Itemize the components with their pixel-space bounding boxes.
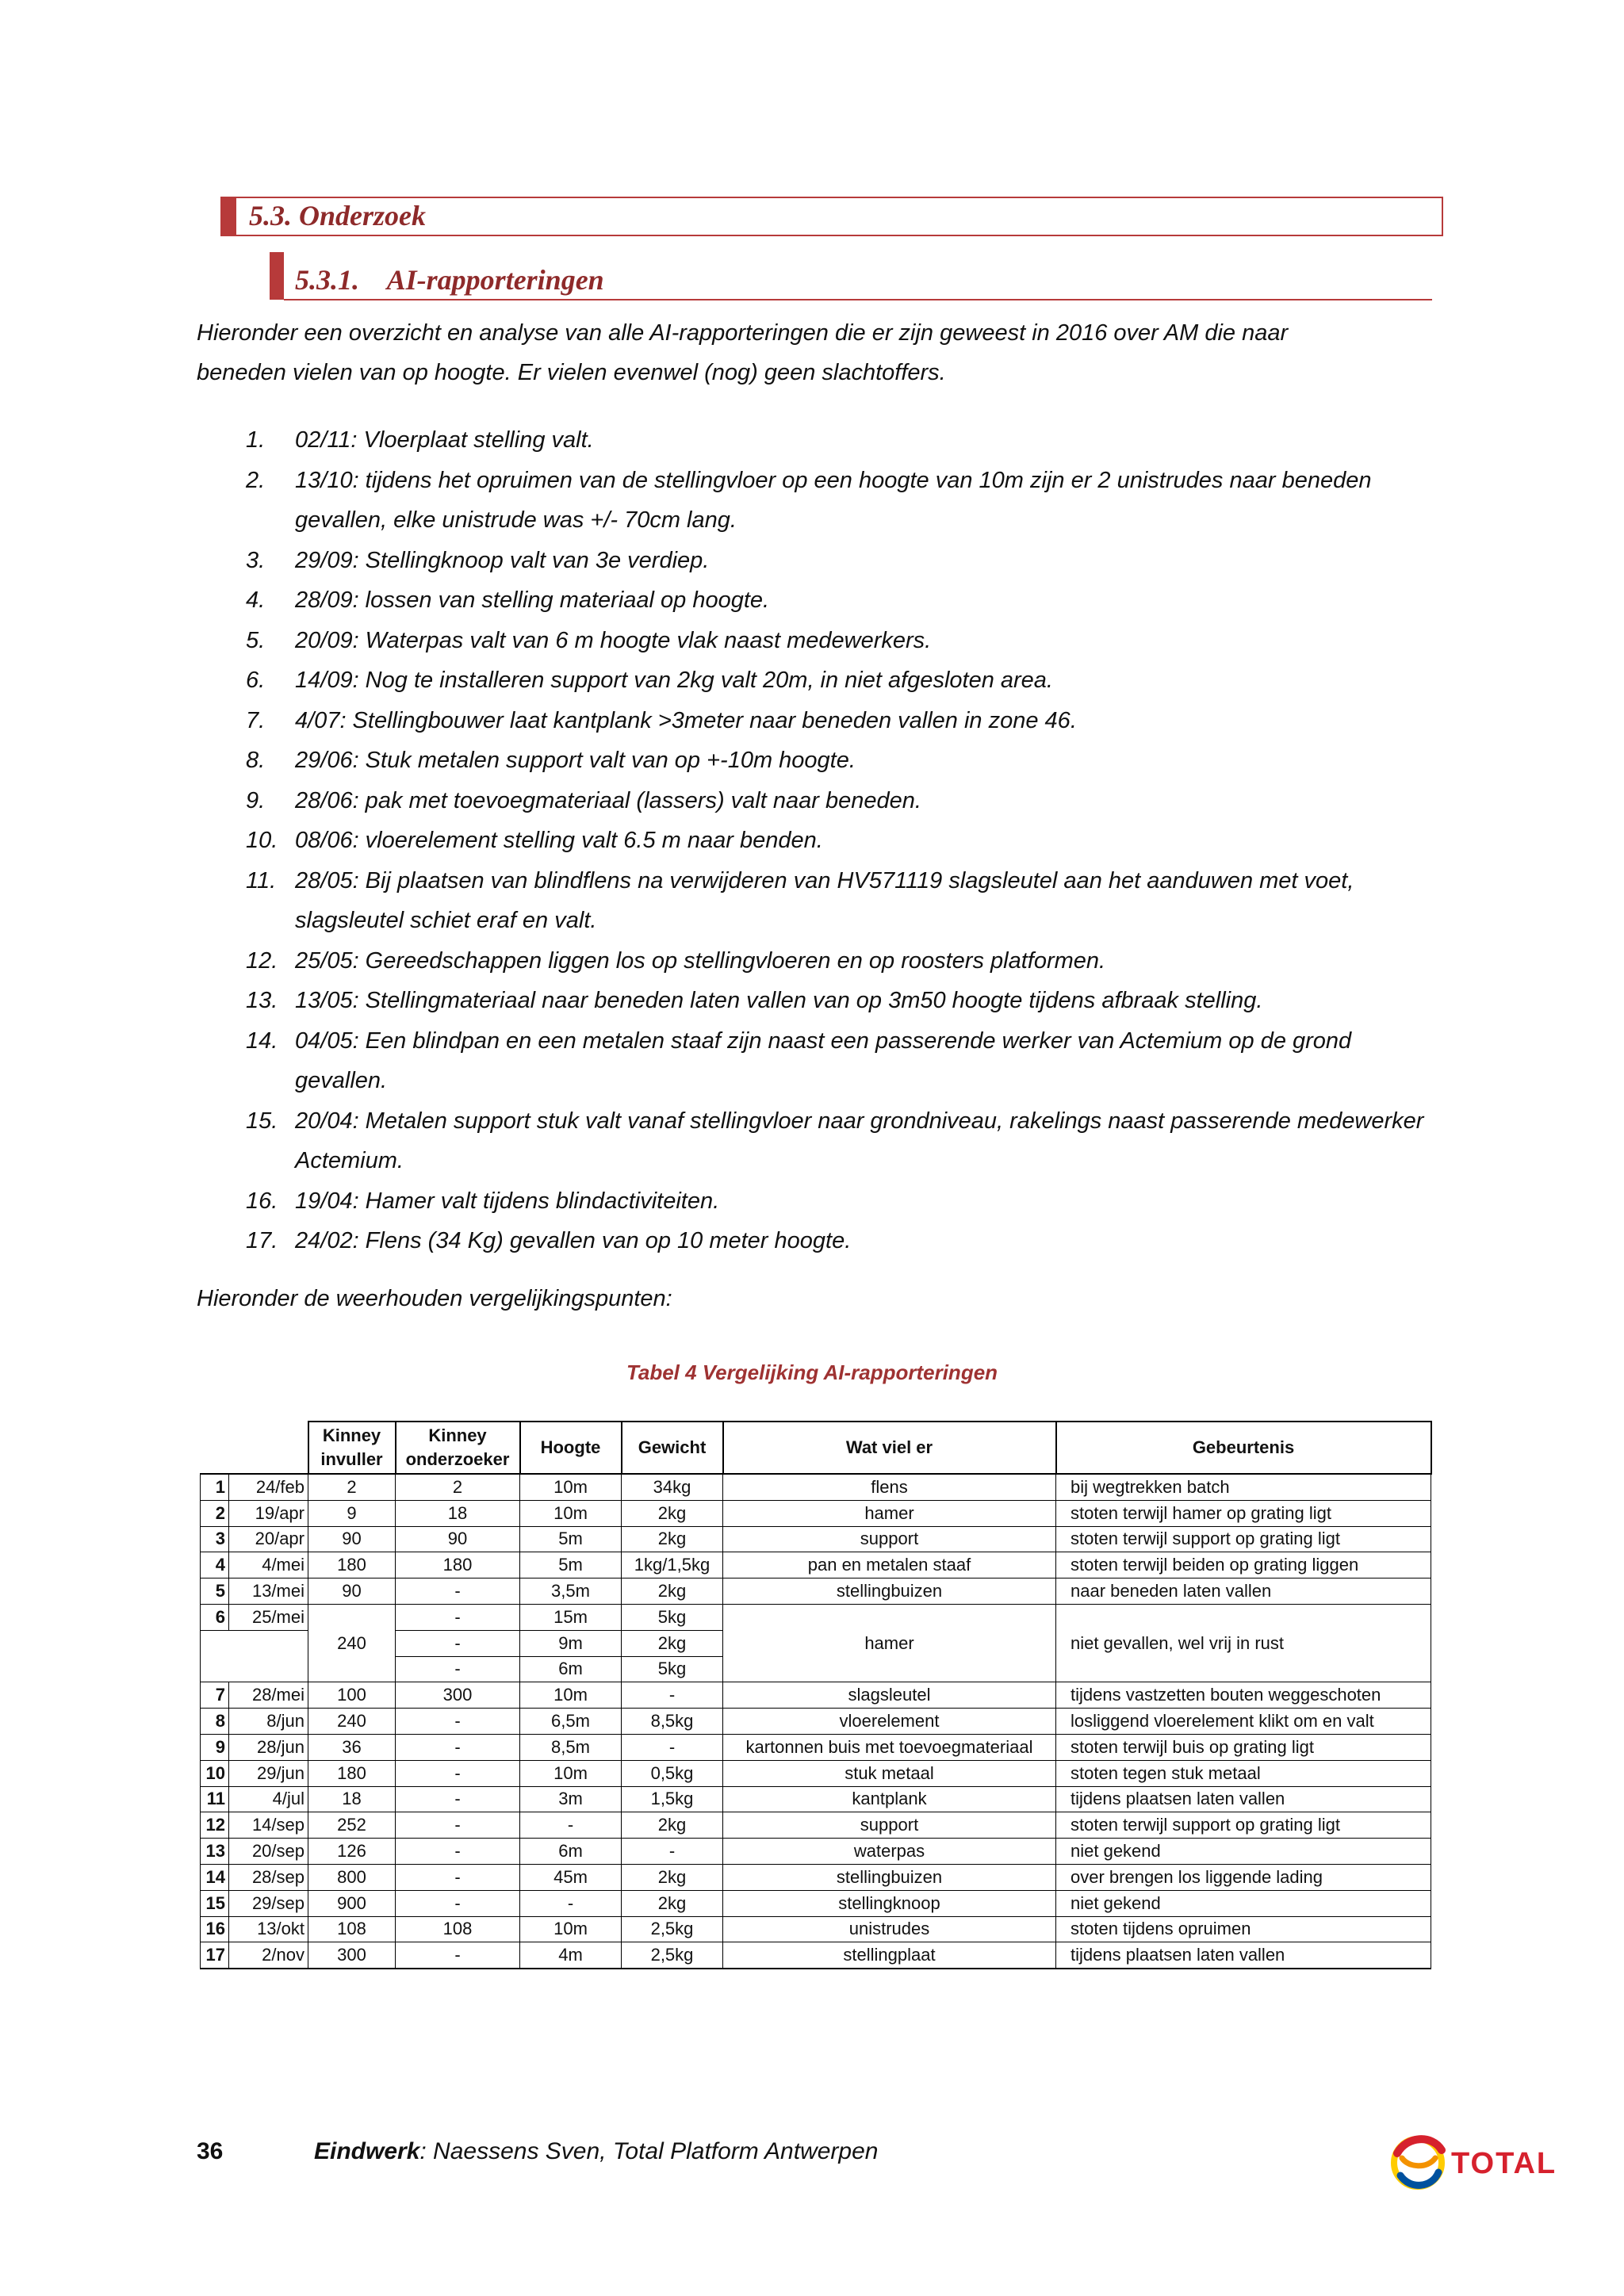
cell-wat-viel-er: stellingbuizen: [723, 1864, 1056, 1890]
incident-text: 28/06: pak met toevoegmateriaal (lassers) valt naar beneden.: [295, 787, 921, 813]
cell-gebeurtenis: tijdens vastzetten bouten weggeschoten: [1056, 1682, 1431, 1709]
incident-number: 2.: [246, 467, 266, 493]
cell-kinney-invuller: 18: [308, 1786, 396, 1812]
cell-index: 1: [201, 1474, 229, 1500]
incident-text: 02/11: Vloerplaat stelling valt.: [295, 427, 594, 453]
cell-date: 29/jun: [229, 1760, 308, 1786]
cell-wat-viel-er: support: [723, 1526, 1056, 1552]
footer-label: Eindwerk: [314, 2138, 420, 2164]
subheading-accent-bar: [270, 252, 284, 300]
cell-kinney-invuller: 108: [308, 1916, 396, 1942]
cell-wat-viel-er: kantplank: [723, 1786, 1056, 1812]
incident-number: 3.: [246, 547, 266, 573]
cell-gewicht: 5kg: [622, 1604, 723, 1630]
cell-hoogte: 15m: [520, 1604, 622, 1630]
cell-gebeurtenis: losliggend vloerelement klikt om en valt: [1056, 1709, 1431, 1735]
cell-hoogte: 6m: [520, 1656, 622, 1682]
cell-gebeurtenis: stoten terwijl support op grating ligt: [1056, 1812, 1431, 1839]
logo-wordmark: TOTAL: [1451, 2147, 1557, 2180]
footer-author: : Naessens Sven, Total Platform Antwerpen: [419, 2138, 879, 2164]
cell-gebeurtenis: tijdens plaatsen laten vallen: [1056, 1942, 1431, 1969]
cell-gewicht: 2kg: [622, 1526, 723, 1552]
cell-gewicht: 2,5kg: [622, 1916, 723, 1942]
cell-gewicht: 2kg: [622, 1578, 723, 1605]
incident-text: 28/09: lossen van stelling materiaal op hoogte.: [295, 587, 770, 613]
cell-kinney-invuller: 9: [308, 1500, 396, 1526]
section-heading-box: [220, 197, 1443, 236]
cell-kinney-onderzoeker: 90: [396, 1526, 520, 1552]
incident-text: 14/09: Nog te installeren support van 2kg valt 20m, in niet afgesloten area.: [295, 668, 1053, 693]
incident-number: 6.: [246, 668, 266, 693]
cell-date: 13/okt: [229, 1916, 308, 1942]
intro-line: Hieronder een overzicht en analyse van alle AI-rapporteringen die er zijn geweest in 2016 over AM die naar: [197, 320, 1289, 346]
table-row: [201, 1709, 1431, 1735]
cell-gebeurtenis: stoten tegen stuk metaal: [1056, 1760, 1431, 1786]
incident-number: 9.: [246, 787, 266, 813]
cell-hoogte: 10m: [520, 1682, 622, 1709]
total-logo: [1383, 2126, 1573, 2198]
incident-text: 20/09: Waterpas valt van 6 m hoogte vlak naast medewerkers.: [295, 627, 932, 653]
cell-hoogte: 3m: [520, 1786, 622, 1812]
cell-hoogte: 6,5m: [520, 1709, 622, 1735]
incident-item: [197, 701, 1450, 741]
table-row: [201, 1760, 1431, 1786]
cell-date: 20/apr: [229, 1526, 308, 1552]
cell-gebeurtenis: stoten terwijl support op grating ligt: [1056, 1526, 1431, 1552]
incident-text: 04/05: Een blindpan en een metalen staaf zijn naast een passerende werker van Actemium op de grond gevallen.: [295, 1027, 1352, 1093]
header-gewicht: Gewicht: [622, 1422, 723, 1474]
incident-item: [197, 1021, 1450, 1101]
incident-item: [197, 1181, 1450, 1222]
incident-item: [197, 861, 1450, 941]
cell-date: 29/sep: [229, 1890, 308, 1916]
cell-hoogte: -: [520, 1890, 622, 1916]
table-row: [201, 1474, 1431, 1500]
incident-number: 12.: [246, 947, 278, 974]
cell-empty: [201, 1630, 308, 1682]
table-row: [201, 1812, 1431, 1839]
incident-item: [197, 461, 1450, 541]
cell-date: 28/mei: [229, 1682, 308, 1709]
table-row: [201, 1604, 1431, 1630]
cell-gewicht: 2kg: [622, 1500, 723, 1526]
cell-hoogte: 6m: [520, 1839, 622, 1865]
cell-kinney-onderzoeker: -: [396, 1604, 520, 1630]
incident-item: [197, 1221, 1450, 1261]
incident-number: 10.: [246, 828, 278, 853]
subheading-underline: [284, 299, 1432, 300]
incident-number: 17.: [246, 1228, 278, 1253]
table-row: [201, 1682, 1431, 1709]
incident-item: [197, 420, 1450, 461]
table-row: [201, 1734, 1431, 1760]
table-row: [201, 1552, 1431, 1578]
incident-number: 16.: [246, 1188, 278, 1214]
cell-gebeurtenis: stoten tijdens opruimen: [1056, 1916, 1431, 1942]
cell-index: 14: [201, 1864, 229, 1890]
section-heading: 5.3. Onderzoek: [249, 200, 426, 232]
cell-kinney-onderzoeker: -: [396, 1656, 520, 1682]
cell-date: 8/jun: [229, 1709, 308, 1735]
cell-hoogte: 45m: [520, 1864, 622, 1890]
intro-line: beneden vielen van op hoogte. Er vielen evenwel (nog) geen slachtoffers.: [197, 360, 946, 385]
cell-hoogte: 5m: [520, 1552, 622, 1578]
cell-kinney-onderzoeker: -: [396, 1709, 520, 1735]
cell-index: 3: [201, 1526, 229, 1552]
cell-wat-viel-er: pan en metalen staaf: [723, 1552, 1056, 1578]
cell-kinney-invuller: 126: [308, 1839, 396, 1865]
cell-index: 12: [201, 1812, 229, 1839]
cell-kinney-onderzoeker: -: [396, 1578, 520, 1605]
cell-hoogte: 8,5m: [520, 1734, 622, 1760]
table-row: [201, 1578, 1431, 1605]
incident-text: 29/06: Stuk metalen support valt van op +-10m hoogte.: [295, 748, 856, 773]
cell-kinney-invuller: 90: [308, 1526, 396, 1552]
table-row: [201, 1839, 1431, 1865]
cell-kinney-onderzoeker: -: [396, 1734, 520, 1760]
header-wat-viel-er: Wat viel er: [723, 1422, 1056, 1474]
table-caption: Tabel 4 Vergelijking AI-rapporteringen: [626, 1360, 998, 1384]
cell-kinney-invuller: 2: [308, 1474, 396, 1500]
cell-gewicht: 5kg: [622, 1656, 723, 1682]
cell-kinney-invuller: 180: [308, 1760, 396, 1786]
cell-gewicht: -: [622, 1734, 723, 1760]
incident-item: [197, 621, 1450, 661]
incident-text: 19/04: Hamer valt tijdens blindactiviteiten.: [295, 1188, 720, 1214]
cell-gebeurtenis: naar beneden laten vallen: [1056, 1578, 1431, 1605]
cell-kinney-onderzoeker: -: [396, 1812, 520, 1839]
incident-number: 5.: [246, 627, 266, 653]
cell-kinney-invuller: 90: [308, 1578, 396, 1605]
cell-wat-viel-er: stellingplaat: [723, 1942, 1056, 1969]
cell-index: 16: [201, 1916, 229, 1942]
cell-index: 7: [201, 1682, 229, 1709]
cell-gebeurtenis: stoten terwijl buis op grating ligt: [1056, 1734, 1431, 1760]
incident-text: 25/05: Gereedschappen liggen los op stellingvloeren en op roosters platformen.: [295, 947, 1106, 974]
cell-date: 4/mei: [229, 1552, 308, 1578]
cell-hoogte: 9m: [520, 1630, 622, 1656]
header-hoogte: Hoogte: [520, 1422, 622, 1474]
cell-gewicht: 8,5kg: [622, 1709, 723, 1735]
cell-gebeurtenis: tijdens plaatsen laten vallen: [1056, 1786, 1431, 1812]
comparison-table: [200, 1421, 1432, 1969]
cell-date: 20/sep: [229, 1839, 308, 1865]
cell-gebeurtenis: stoten terwijl beiden op grating liggen: [1056, 1552, 1431, 1578]
cell-kinney-invuller: 800: [308, 1864, 396, 1890]
cell-gewicht: 2kg: [622, 1812, 723, 1839]
cell-index: 2: [201, 1500, 229, 1526]
cell-gewicht: 34kg: [622, 1474, 723, 1500]
cell-gewicht: 2kg: [622, 1864, 723, 1890]
incident-number: 4.: [246, 587, 266, 613]
cell-kinney-onderzoeker: 2: [396, 1474, 520, 1500]
cell-kinney-onderzoeker: 180: [396, 1552, 520, 1578]
incident-item: [197, 740, 1450, 781]
subsection-heading: 5.3.1. AI-rapporteringen: [295, 264, 604, 296]
incident-text: 20/04: Metalen support stuk valt vanaf stellingvloer naar grondniveau, rakelings naast passerende medewerker Actemium.: [295, 1108, 1424, 1173]
cell-index: 9: [201, 1734, 229, 1760]
incident-text: 08/06: vloerelement stelling valt 6.5 m naar benden.: [295, 828, 823, 853]
cell-wat-viel-er: stellingbuizen: [723, 1578, 1056, 1605]
cell-kinney-invuller: 240: [308, 1604, 396, 1682]
cell-kinney-onderzoeker: 300: [396, 1682, 520, 1709]
header-blank: [229, 1422, 308, 1474]
cell-date: 13/mei: [229, 1578, 308, 1605]
header-text: Kinney: [322, 1425, 381, 1445]
header-blank: [201, 1422, 229, 1474]
incident-item: [197, 781, 1450, 821]
cell-date: 2/nov: [229, 1942, 308, 1969]
table-row: [201, 1786, 1431, 1812]
cell-hoogte: 5m: [520, 1526, 622, 1552]
total-logo-icon: [1383, 2126, 1454, 2198]
cell-date: 14/sep: [229, 1812, 308, 1839]
intro-paragraph: [197, 313, 1434, 392]
header-kinney-onderzoeker: [396, 1422, 520, 1474]
header-kinney-invuller: [308, 1422, 396, 1474]
table-row: [201, 1942, 1431, 1969]
cell-wat-viel-er: hamer: [723, 1500, 1056, 1526]
cell-gewicht: -: [622, 1839, 723, 1865]
footer-text: [314, 2138, 878, 2165]
cell-wat-viel-er: kartonnen buis met toevoegmateriaal: [723, 1734, 1056, 1760]
incident-item: [197, 660, 1450, 701]
header-text: onderzoeker: [405, 1449, 510, 1469]
cell-gebeurtenis: niet gekend: [1056, 1839, 1431, 1865]
cell-kinney-invuller: 180: [308, 1552, 396, 1578]
cell-wat-viel-er: flens: [723, 1474, 1056, 1500]
cell-date: 24/feb: [229, 1474, 308, 1500]
cell-index: 4: [201, 1552, 229, 1578]
cell-kinney-invuller: 900: [308, 1890, 396, 1916]
cell-hoogte: 10m: [520, 1760, 622, 1786]
cell-index: 15: [201, 1890, 229, 1916]
cell-kinney-onderzoeker: -: [396, 1760, 520, 1786]
header-text: Kinney: [428, 1425, 487, 1445]
incident-text: 13/05: Stellingmateriaal naar beneden laten vallen van op 3m50 hoogte tijdens afbraak stelling.: [295, 988, 1263, 1013]
cell-kinney-onderzoeker: 108: [396, 1916, 520, 1942]
cell-date: 4/jul: [229, 1786, 308, 1812]
cell-index: 17: [201, 1942, 229, 1969]
cell-kinney-onderzoeker: -: [396, 1890, 520, 1916]
cell-hoogte: 3,5m: [520, 1578, 622, 1605]
heading-accent-bar: [222, 198, 236, 235]
cell-wat-viel-er: hamer: [723, 1604, 1056, 1682]
cell-gebeurtenis: niet gevallen, wel vrij in rust: [1056, 1604, 1431, 1682]
incident-number: 8.: [246, 748, 266, 773]
cell-wat-viel-er: waterpas: [723, 1839, 1056, 1865]
incident-item: [197, 541, 1450, 581]
table-row: [201, 1890, 1431, 1916]
table-body: [201, 1474, 1431, 1969]
table-row: [201, 1526, 1431, 1552]
page-number: 36: [197, 2138, 224, 2164]
cell-wat-viel-er: vloerelement: [723, 1709, 1056, 1735]
cell-kinney-invuller: 300: [308, 1942, 396, 1969]
cell-wat-viel-er: stellingknoop: [723, 1890, 1056, 1916]
incident-number: 11.: [246, 867, 277, 894]
cell-wat-viel-er: unistrudes: [723, 1916, 1056, 1942]
incident-item: [197, 941, 1450, 982]
cell-index: 8: [201, 1709, 229, 1735]
cell-index: 5: [201, 1578, 229, 1605]
incident-text: 29/09: Stellingknoop valt van 3e verdiep.: [295, 547, 710, 573]
cell-gewicht: 0,5kg: [622, 1760, 723, 1786]
incident-text: 13/10: tijdens het opruimen van de stellingvloer op een hoogte van 10m zijn er 2 unistrudes naar beneden gevallen, elke unistrude was +/- 70cm lang.: [295, 467, 1372, 533]
incident-number: 7.: [246, 707, 266, 733]
cell-date: 25/mei: [229, 1604, 308, 1630]
cell-kinney-onderzoeker: -: [396, 1864, 520, 1890]
incident-item: [197, 1101, 1450, 1181]
table-row: [201, 1864, 1431, 1890]
cell-index: 13: [201, 1839, 229, 1865]
cell-hoogte: 10m: [520, 1500, 622, 1526]
cell-kinney-onderzoeker: -: [396, 1942, 520, 1969]
cell-kinney-onderzoeker: -: [396, 1786, 520, 1812]
table-header-row: [201, 1422, 1431, 1474]
cell-kinney-invuller: 100: [308, 1682, 396, 1709]
incident-number: 13.: [246, 988, 278, 1013]
incident-text: 24/02: Flens (34 Kg) gevallen van op 10 meter hoogte.: [295, 1228, 852, 1253]
cell-date: 28/jun: [229, 1734, 308, 1760]
cell-wat-viel-er: stuk metaal: [723, 1760, 1056, 1786]
incident-text: 28/05: Bij plaatsen van blindflens na verwijderen van HV571119 slagsleutel aan het aanduwen met voet, slagsleutel schiet eraf en valt.: [295, 867, 1354, 933]
cell-index: 10: [201, 1760, 229, 1786]
cell-date: 28/sep: [229, 1864, 308, 1890]
comparison-intro: Hieronder de weerhouden vergelijkingspunten:: [197, 1286, 672, 1311]
header-gebeurtenis: Gebeurtenis: [1056, 1422, 1431, 1474]
cell-hoogte: -: [520, 1812, 622, 1839]
incident-item: [197, 981, 1450, 1021]
cell-index: 6: [201, 1604, 229, 1630]
cell-gewicht: 2kg: [622, 1630, 723, 1656]
incident-item: [197, 580, 1450, 621]
cell-kinney-invuller: 252: [308, 1812, 396, 1839]
cell-gebeurtenis: over brengen los liggende lading: [1056, 1864, 1431, 1890]
cell-date: 19/apr: [229, 1500, 308, 1526]
incident-number: 1.: [246, 427, 266, 453]
header-text: invuller: [320, 1449, 383, 1469]
cell-gebeurtenis: niet gekend: [1056, 1890, 1431, 1916]
cell-kinney-onderzoeker: -: [396, 1630, 520, 1656]
cell-kinney-onderzoeker: -: [396, 1839, 520, 1865]
cell-gebeurtenis: stoten terwijl hamer op grating ligt: [1056, 1500, 1431, 1526]
table-row: [201, 1916, 1431, 1942]
cell-kinney-invuller: 36: [308, 1734, 396, 1760]
incident-number: 15.: [246, 1108, 278, 1134]
cell-gewicht: 1kg/1,5kg: [622, 1552, 723, 1578]
cell-gewicht: 2kg: [622, 1890, 723, 1916]
cell-wat-viel-er: support: [723, 1812, 1056, 1839]
cell-kinney-onderzoeker: 18: [396, 1500, 520, 1526]
table-row: [201, 1500, 1431, 1526]
cell-gebeurtenis: bij wegtrekken batch: [1056, 1474, 1431, 1500]
cell-kinney-invuller: 240: [308, 1709, 396, 1735]
cell-hoogte: 4m: [520, 1942, 622, 1969]
incident-text: 4/07: Stellingbouwer laat kantplank >3meter naar beneden vallen in zone 46.: [295, 707, 1077, 733]
cell-gewicht: 1,5kg: [622, 1786, 723, 1812]
incident-number: 14.: [246, 1027, 278, 1054]
cell-index: 11: [201, 1786, 229, 1812]
cell-gewicht: -: [622, 1682, 723, 1709]
cell-hoogte: 10m: [520, 1916, 622, 1942]
incident-list: [197, 420, 1450, 1261]
cell-gewicht: 2,5kg: [622, 1942, 723, 1969]
cell-wat-viel-er: slagsleutel: [723, 1682, 1056, 1709]
cell-hoogte: 10m: [520, 1474, 622, 1500]
incident-item: [197, 821, 1450, 861]
